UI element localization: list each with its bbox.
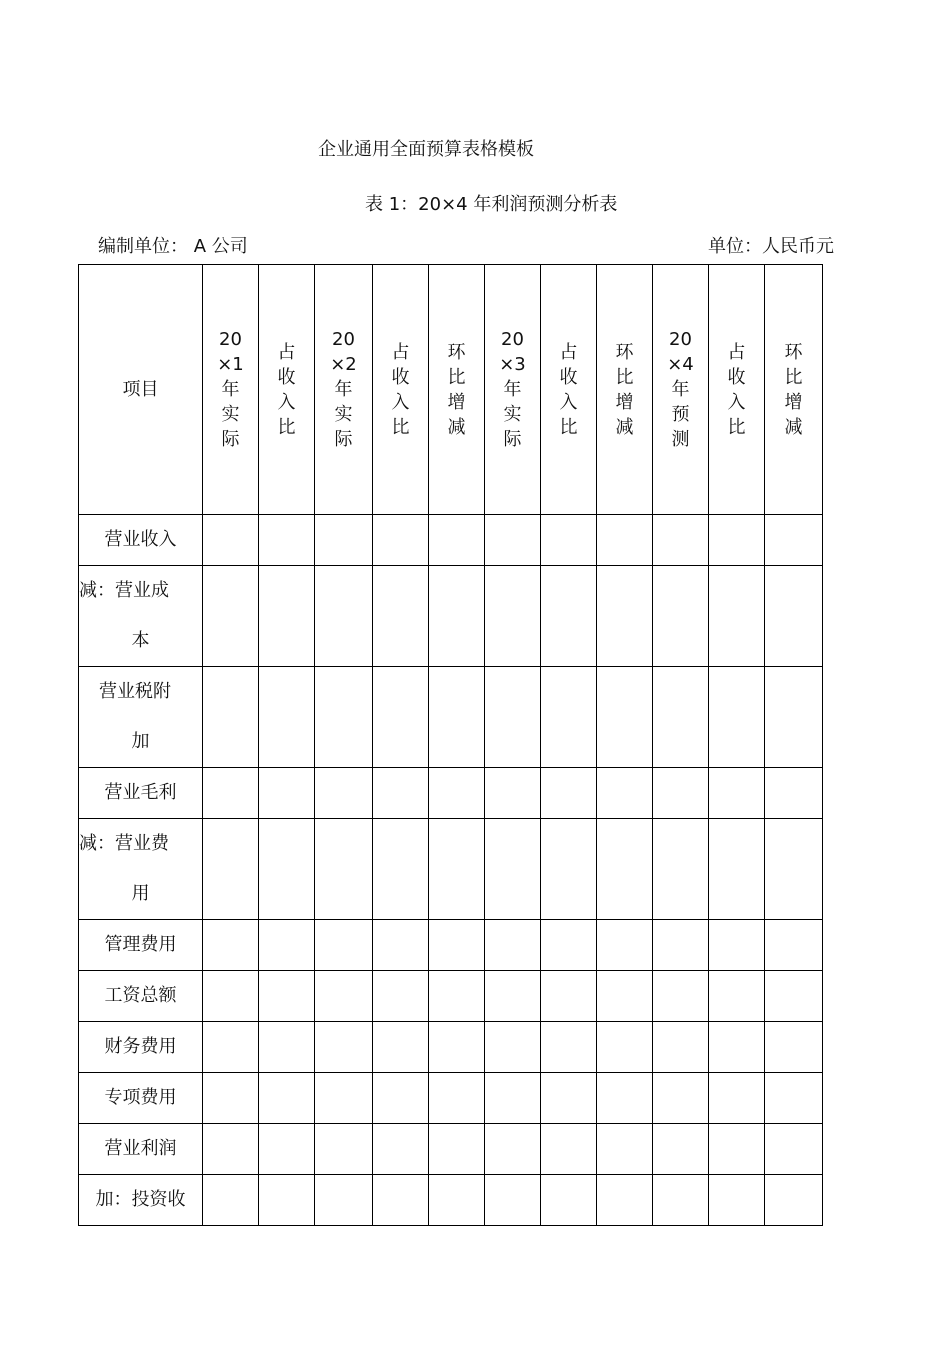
- value-cell[interactable]: [765, 515, 823, 566]
- row-label: [79, 667, 203, 768]
- column-header-char: 20: [332, 329, 355, 350]
- value-cell[interactable]: [429, 920, 485, 971]
- value-cell[interactable]: [373, 1175, 429, 1226]
- value-cell[interactable]: [373, 971, 429, 1022]
- value-cell[interactable]: [203, 920, 259, 971]
- value-cell[interactable]: [709, 667, 765, 768]
- value-cell[interactable]: [259, 819, 315, 920]
- column-header-char: 际: [221, 429, 240, 450]
- row-label-line: 加: [131, 731, 150, 752]
- value-cell[interactable]: [709, 768, 765, 819]
- table-row: [79, 971, 823, 1022]
- column-header-char: 占: [727, 341, 746, 363]
- column-header-char: 实: [503, 404, 522, 425]
- row-label-line: 减：营业费: [79, 833, 169, 854]
- compiling-unit: 编制单位： A 公司: [98, 236, 248, 257]
- value-cell[interactable]: [541, 1124, 597, 1175]
- column-header-char: 20: [669, 329, 692, 350]
- currency-unit: 单位：人民币元: [708, 236, 834, 257]
- column-header: [259, 265, 315, 515]
- value-cell[interactable]: [259, 1124, 315, 1175]
- row-label: [79, 515, 203, 566]
- value-cell[interactable]: [203, 1073, 259, 1124]
- value-cell[interactable]: [315, 819, 373, 920]
- document-title: 企业通用全面预算表格模板: [318, 139, 534, 160]
- column-header-item: 项目: [79, 265, 203, 515]
- row-label: [79, 1175, 203, 1226]
- value-cell[interactable]: [373, 1022, 429, 1073]
- column-header-char: 际: [503, 429, 522, 450]
- value-cell[interactable]: [765, 1073, 823, 1124]
- row-label: [79, 971, 203, 1022]
- value-cell[interactable]: [653, 566, 709, 667]
- column-header-char: 测: [671, 429, 690, 450]
- value-cell[interactable]: [429, 819, 485, 920]
- value-cell[interactable]: [765, 920, 823, 971]
- column-header-char: 占: [559, 341, 578, 363]
- value-cell[interactable]: [203, 515, 259, 566]
- column-header-char: 比: [559, 416, 578, 438]
- value-cell[interactable]: [429, 971, 485, 1022]
- column-header-char: 减: [447, 416, 466, 438]
- value-cell[interactable]: [373, 1073, 429, 1124]
- column-header-char: 入: [727, 391, 746, 413]
- column-header: [429, 265, 485, 515]
- value-cell[interactable]: [765, 768, 823, 819]
- value-cell[interactable]: [597, 1073, 653, 1124]
- column-header-char: 增: [447, 391, 466, 413]
- profit-forecast-table: [78, 264, 823, 1226]
- column-header-char: 年: [334, 379, 353, 400]
- column-header-char: 比: [615, 366, 634, 388]
- value-cell[interactable]: [597, 768, 653, 819]
- value-cell[interactable]: [203, 566, 259, 667]
- column-header-char: ×2: [330, 354, 357, 375]
- column-header-char: 20: [501, 329, 524, 350]
- value-cell[interactable]: [315, 667, 373, 768]
- row-label: [79, 920, 203, 971]
- column-header-char: 收: [391, 366, 410, 388]
- column-header-char: 环: [784, 341, 803, 363]
- value-cell[interactable]: [429, 566, 485, 667]
- column-header: [597, 265, 653, 515]
- value-cell[interactable]: [429, 515, 485, 566]
- value-cell[interactable]: [315, 1124, 373, 1175]
- column-header: [653, 265, 709, 515]
- column-header-char: 收: [559, 366, 578, 388]
- row-label: [79, 566, 203, 667]
- column-header-char: 年: [221, 379, 240, 400]
- column-header-char: ×3: [499, 354, 526, 375]
- row-label-line: 专项费用: [104, 1087, 177, 1108]
- table-row: [79, 515, 823, 566]
- value-cell[interactable]: [597, 667, 653, 768]
- row-label: [79, 1022, 203, 1073]
- column-header: [709, 265, 765, 515]
- value-cell[interactable]: [429, 768, 485, 819]
- table-row: [79, 768, 823, 819]
- value-cell[interactable]: [541, 819, 597, 920]
- value-cell[interactable]: [259, 1022, 315, 1073]
- value-cell[interactable]: [765, 1175, 823, 1226]
- table-row: [79, 566, 823, 667]
- column-header-char: 比: [277, 416, 296, 438]
- value-cell[interactable]: [373, 920, 429, 971]
- value-cell[interactable]: [765, 667, 823, 768]
- column-header: [203, 265, 259, 515]
- column-header-char: 增: [784, 391, 803, 413]
- value-cell[interactable]: [373, 1124, 429, 1175]
- value-cell[interactable]: [203, 971, 259, 1022]
- value-cell[interactable]: [429, 1073, 485, 1124]
- value-cell[interactable]: [653, 1124, 709, 1175]
- column-header-char: 比: [391, 416, 410, 438]
- value-cell[interactable]: [541, 667, 597, 768]
- value-cell[interactable]: [203, 819, 259, 920]
- column-header-char: 比: [447, 366, 466, 388]
- value-cell[interactable]: [259, 1175, 315, 1226]
- value-cell[interactable]: [315, 1073, 373, 1124]
- column-header-char: 占: [277, 341, 296, 363]
- value-cell[interactable]: [653, 920, 709, 971]
- table-row: [79, 667, 823, 768]
- value-cell[interactable]: [259, 667, 315, 768]
- value-cell[interactable]: [541, 1073, 597, 1124]
- value-cell[interactable]: [765, 971, 823, 1022]
- value-cell[interactable]: [485, 971, 541, 1022]
- row-label: [79, 819, 203, 920]
- value-cell[interactable]: [485, 515, 541, 566]
- value-cell[interactable]: [259, 515, 315, 566]
- column-header-char: 比: [784, 366, 803, 388]
- value-cell[interactable]: [485, 1124, 541, 1175]
- value-cell[interactable]: [653, 971, 709, 1022]
- value-cell[interactable]: [541, 768, 597, 819]
- table-row: [79, 1175, 823, 1226]
- row-label-line: 管理费用: [104, 934, 177, 955]
- value-cell[interactable]: [709, 819, 765, 920]
- row-label-line: 加：投资收: [95, 1189, 186, 1210]
- value-cell[interactable]: [597, 515, 653, 566]
- value-cell[interactable]: [541, 515, 597, 566]
- value-cell[interactable]: [259, 920, 315, 971]
- row-label: [79, 1124, 203, 1175]
- row-label-line: 财务费用: [104, 1036, 177, 1057]
- value-cell[interactable]: [709, 971, 765, 1022]
- value-cell[interactable]: [597, 920, 653, 971]
- column-header-char: 实: [334, 404, 353, 425]
- value-cell[interactable]: [373, 566, 429, 667]
- table-row: [79, 1022, 823, 1073]
- column-header-char: 环: [447, 341, 466, 363]
- column-header: [485, 265, 541, 515]
- table-row: [79, 1124, 823, 1175]
- column-header-char: 减: [784, 416, 803, 438]
- column-header-char: 减: [615, 416, 634, 438]
- column-header-char: 增: [615, 391, 634, 413]
- value-cell[interactable]: [653, 667, 709, 768]
- value-cell[interactable]: [315, 920, 373, 971]
- column-header-char: 收: [727, 366, 746, 388]
- value-cell[interactable]: [709, 920, 765, 971]
- value-cell[interactable]: [765, 1124, 823, 1175]
- column-header-char: 入: [559, 391, 578, 413]
- value-cell[interactable]: [597, 819, 653, 920]
- value-cell[interactable]: [765, 1022, 823, 1073]
- value-cell[interactable]: [485, 1022, 541, 1073]
- column-header-char: 20: [219, 329, 242, 350]
- column-header-char: ×1: [217, 354, 244, 375]
- row-label-line: 营业毛利: [104, 782, 177, 803]
- value-cell[interactable]: [709, 566, 765, 667]
- table-row: [79, 819, 823, 920]
- table-body: [79, 515, 823, 1226]
- value-cell[interactable]: [597, 971, 653, 1022]
- value-cell[interactable]: [373, 667, 429, 768]
- value-cell[interactable]: [597, 1175, 653, 1226]
- value-cell[interactable]: [653, 1073, 709, 1124]
- value-cell[interactable]: [485, 819, 541, 920]
- value-cell[interactable]: [541, 971, 597, 1022]
- value-cell[interactable]: [259, 768, 315, 819]
- value-cell[interactable]: [373, 768, 429, 819]
- row-label-line: 工资总额: [104, 985, 177, 1006]
- column-header-char: ×4: [667, 354, 694, 375]
- column-header: [541, 265, 597, 515]
- column-header: [373, 265, 429, 515]
- value-cell[interactable]: [485, 566, 541, 667]
- value-cell[interactable]: [709, 1073, 765, 1124]
- value-cell[interactable]: [541, 1022, 597, 1073]
- value-cell[interactable]: [259, 971, 315, 1022]
- column-header: [315, 265, 373, 515]
- row-label-line: 用: [131, 883, 150, 904]
- value-cell[interactable]: [429, 1022, 485, 1073]
- value-cell[interactable]: [709, 1124, 765, 1175]
- column-header-char: 环: [615, 341, 634, 363]
- value-cell[interactable]: [429, 1175, 485, 1226]
- column-header-char: 年: [671, 379, 690, 400]
- column-header-char: 入: [391, 391, 410, 413]
- value-cell[interactable]: [709, 1175, 765, 1226]
- value-cell[interactable]: [203, 1124, 259, 1175]
- value-cell[interactable]: [765, 819, 823, 920]
- value-cell[interactable]: [597, 566, 653, 667]
- value-cell[interactable]: [259, 1073, 315, 1124]
- row-label: [79, 768, 203, 819]
- table-row: [79, 1073, 823, 1124]
- row-label-line: 减：营业成: [79, 580, 169, 601]
- column-header-char: 实: [221, 404, 240, 425]
- value-cell[interactable]: [485, 768, 541, 819]
- value-cell[interactable]: [653, 1175, 709, 1226]
- table-title: 表 1：20×4 年利润预测分析表: [365, 194, 618, 215]
- value-cell[interactable]: [203, 1175, 259, 1226]
- value-cell[interactable]: [485, 1175, 541, 1226]
- value-cell[interactable]: [653, 515, 709, 566]
- value-cell[interactable]: [485, 1073, 541, 1124]
- table-row: [79, 920, 823, 971]
- value-cell[interactable]: [315, 768, 373, 819]
- value-cell[interactable]: [203, 1022, 259, 1073]
- column-header-char: 预: [671, 404, 690, 425]
- value-cell[interactable]: [203, 768, 259, 819]
- column-header-char: 比: [727, 416, 746, 438]
- value-cell[interactable]: [315, 1022, 373, 1073]
- value-cell[interactable]: [653, 1022, 709, 1073]
- row-label-line: 营业利润: [104, 1138, 177, 1159]
- value-cell[interactable]: [541, 920, 597, 971]
- value-cell[interactable]: [709, 515, 765, 566]
- value-cell[interactable]: [597, 1022, 653, 1073]
- value-cell[interactable]: [429, 1124, 485, 1175]
- value-cell[interactable]: [541, 1175, 597, 1226]
- value-cell[interactable]: [709, 1022, 765, 1073]
- column-header: [765, 265, 823, 515]
- column-header-char: 入: [277, 391, 296, 413]
- value-cell[interactable]: [653, 819, 709, 920]
- value-cell[interactable]: [315, 566, 373, 667]
- row-label-line: 营业收入: [104, 529, 177, 550]
- value-cell[interactable]: [373, 819, 429, 920]
- row-label-line: 营业税附: [99, 681, 171, 702]
- value-cell[interactable]: [485, 920, 541, 971]
- column-header-char: 占: [391, 341, 410, 363]
- value-cell[interactable]: [429, 667, 485, 768]
- value-cell[interactable]: [541, 566, 597, 667]
- row-label: [79, 1073, 203, 1124]
- value-cell[interactable]: [597, 1124, 653, 1175]
- header-row: [79, 265, 823, 515]
- value-cell[interactable]: [203, 667, 259, 768]
- column-header-char: 收: [277, 366, 296, 388]
- value-cell[interactable]: [259, 566, 315, 667]
- value-cell[interactable]: [765, 566, 823, 667]
- value-cell[interactable]: [653, 768, 709, 819]
- value-cell[interactable]: [485, 667, 541, 768]
- column-header-char: 年: [503, 379, 522, 400]
- column-header-char: 际: [334, 429, 353, 450]
- value-cell[interactable]: [315, 971, 373, 1022]
- value-cell[interactable]: [373, 515, 429, 566]
- value-cell[interactable]: [315, 515, 373, 566]
- value-cell[interactable]: [315, 1175, 373, 1226]
- row-label-line: 本: [131, 630, 150, 651]
